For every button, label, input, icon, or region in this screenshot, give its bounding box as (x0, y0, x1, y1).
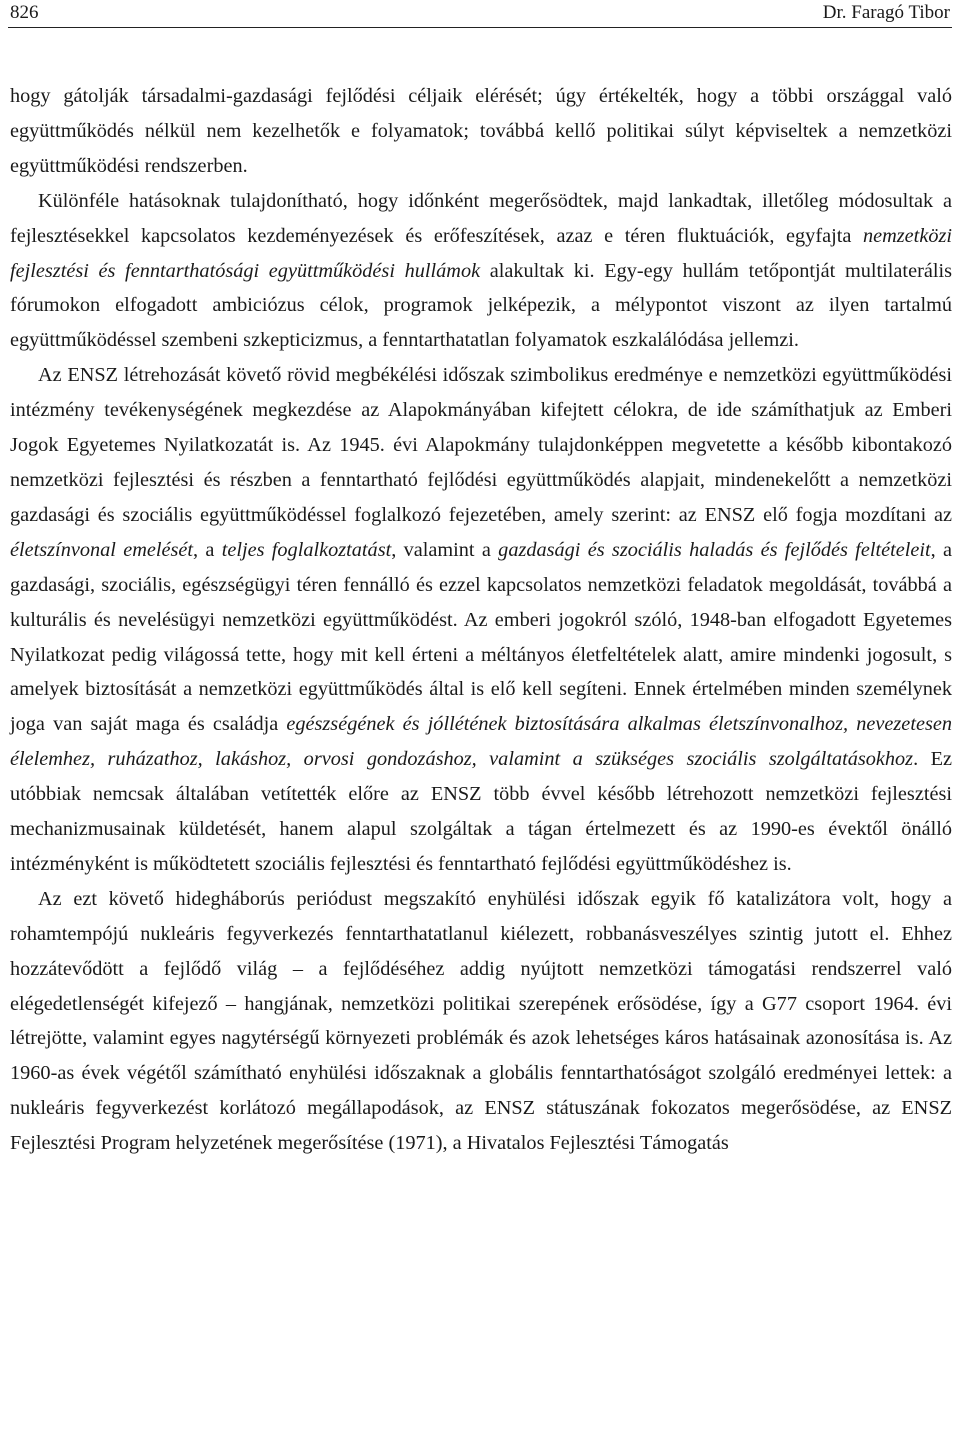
text-run: hogy gátolják társadalmi-gazdasági fejlődési céljaik elérését; úgy értékelték, hogy a többi országgal való együttműködés nélkül nem kezelhetők e folyamatok; továbbá kellő politikai súlyt képviseltek a nemzetközi együttműködési rendszerben. (10, 85, 952, 177)
italic-text: életszínvonal emelését (10, 538, 194, 561)
paragraph (10, 184, 952, 359)
text-run: Az ENSZ létrehozását követő rövid megbékélési időszak szimbolikus eredménye e nemzetközi együttműködési intézmény tevékenységének megkezdése az Alapokmányában kifejtett célokra, de ide számíthatjuk az Emberi Jogok Egyetemes Nyilatkozatát is. Az 1945. évi Alapokmány tulajdonképpen megvetette a később kibontakozó nemzetközi fejlesztési és részben a fenntartható fejlődési együttműködés alapjait, mindenekelőtt a nemzetközi gazdasági és szociális együttműködéssel foglalkozó fejezetében, amely szerint: az ENSZ elő fogja mozdítani az (10, 364, 952, 526)
italic-text: egészségének és jóllétének biztosítására alkalmas életszínvonalhoz, nevezetesen élelemhez, ruházathoz, lakáshoz, orvosi gondozáshoz, valamint a szükséges szociális szolgáltatásokhoz (10, 713, 952, 771)
page-number: 826 (10, 2, 39, 23)
italic-text: gazdasági és szociális haladás és fejlődés feltételeit (498, 538, 931, 561)
text-run: Különféle hatásoknak tulajdonítható, hogy időnként megerősödtek, majd lankadtak, illetőleg módosultak a fejlesztésekkel kapcsolatos kezdeményezések és erőfeszítések, azaz e téren fluktuációk, egyfajta (10, 189, 952, 247)
paragraph (10, 358, 952, 882)
text-run: , a gazdasági, szociális, egészségügyi téren fennálló és ezzel kapcsolatos nemzetközi feladatok megoldását, továbbá a kulturális és nevelésügyi nemzetközi együttműködést. Az emberi jogokról szóló, 1948-ban elfogadott Egyetemes Nyilatkozat pedig világossá tette, hogy mit kell érteni a méltányos életfeltételek alatt, amire mindenki jogosult, s amelyek biztosítását a nemzetközi együttműködés által is elő kell segíteni. Ennek értelmében minden személynek joga van saját maga és családja (10, 538, 953, 736)
header-rule (8, 27, 952, 28)
body-text (10, 79, 952, 1161)
text-run: , valamint a (391, 538, 499, 561)
page-header (0, 0, 960, 26)
text-run: . Ez utóbbiak nemcsak általában vetítették előre az ENSZ több évvel később létrehozott nemzetközi fejlesztési mechanizmusainak küldetését, hanem alapul szolgáltak a tágan értelmezett és az 1990-es évektől önálló intézményként is működtetett szociális fejlesztési és fenntartható fejlődési együttműködéshez is. (10, 748, 953, 875)
paragraph (10, 882, 952, 1161)
text-run: Az ezt követő hidegháborús periódust megszakító enyhülési időszak egyik fő katalizátora volt, hogy a rohamtempójú nukleáris fegyverkezés fenntarthatatlanul kiélezett, robbanásveszélyes szintig jutott el. Ehhez hozzátevődött a fejlődő világ – a fejlődéséhez addig nyújtott nemzetközi támogatási rendszerrel való elégedetlenségét kifejező – hangjának, nemzetközi politikai szerepének erősödése, így a G77 csoport 1964. évi létrejötte, valamint egyes nagytérségű környezeti problémák és azok lehetséges káros hatásainak azonosítása is. Az 1960-as évek végétől számítható enyhülési időszaknak a globális fenntarthatóságot szolgáló eredményei lettek: a nukleáris fegyverkezést korlátozó megállapodások, az ENSZ státuszának fokozatos megerősödése, az ENSZ Fejlesztési Program helyzetének megerősítése (1971), a Hivatalos Fejlesztési Támogatás (10, 887, 952, 1155)
text-run: , a (193, 538, 222, 561)
paragraph (10, 79, 952, 184)
italic-text: nemzetközi fejlesztési és fenntarthatósági együttműködési hullámok (10, 224, 952, 282)
running-head-author: Dr. Faragó Tibor (822, 2, 950, 23)
italic-text: teljes foglalkoztatást (221, 538, 392, 561)
text-run: alakultak ki. Egy-egy hullám tetőpontját multilaterális fórumokon elfogadott ambiciózus célok, programok jelképezik, a mélypontot viszont az ilyen tartalmú együttműködéssel szembeni szkepticizmus, a fenntarthatatlan folyamatok eszkalálódása jellemzi. (10, 259, 952, 352)
